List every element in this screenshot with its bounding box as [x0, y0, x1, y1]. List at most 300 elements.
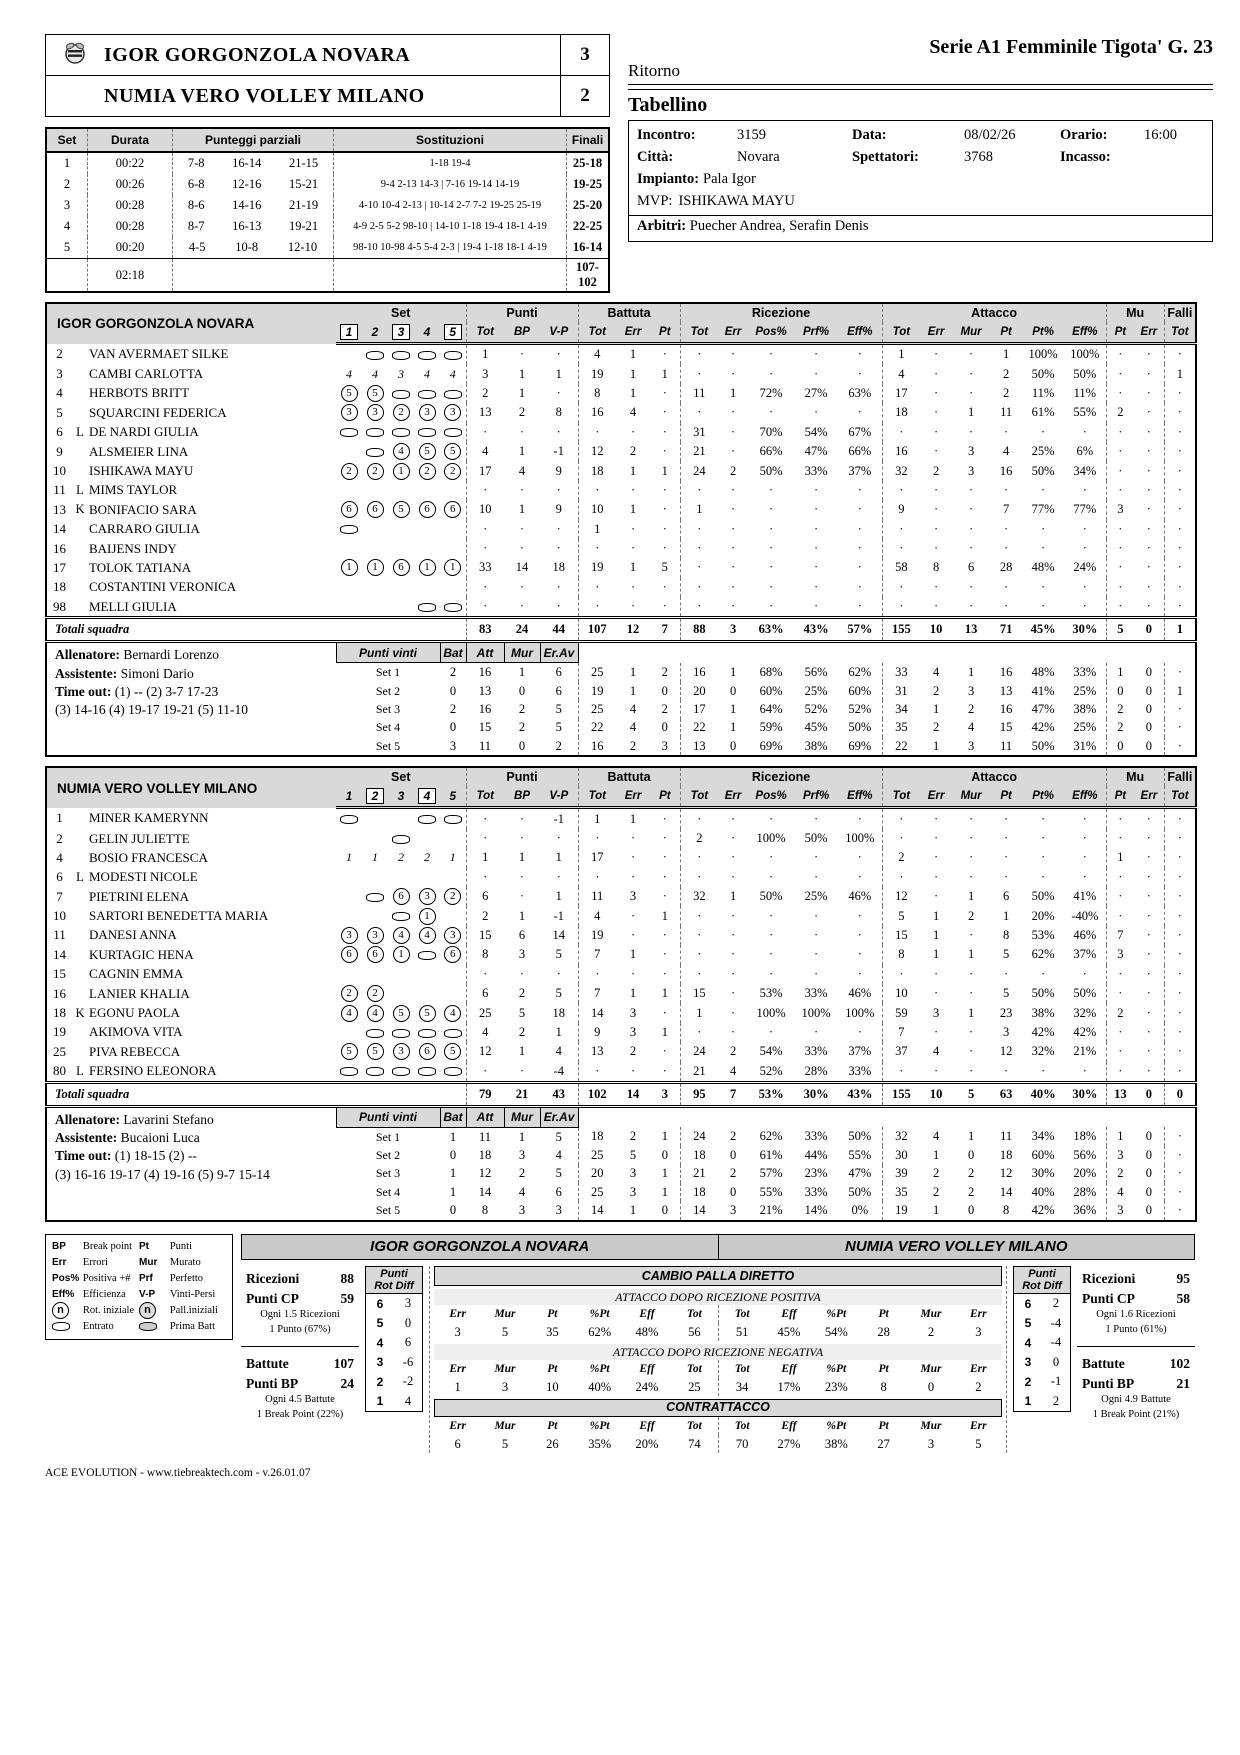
- legend-row: [52, 1239, 226, 1255]
- stat-cell: ·: [882, 1062, 920, 1083]
- stat-cell: ·: [519, 811, 525, 826]
- pv-col-header: Er.Av: [540, 1106, 578, 1127]
- stat-cell: 21%: [1073, 1044, 1097, 1059]
- group-label-punti: Punti: [466, 303, 578, 322]
- stat-cell: 1: [578, 520, 616, 539]
- pv-stat-cell: 3: [518, 1147, 526, 1162]
- stat-cell: -1: [553, 908, 564, 923]
- rotation-diff: -4: [1050, 1315, 1062, 1330]
- stat-cell: 1: [555, 1024, 562, 1039]
- stat-cell: 77%: [1031, 502, 1055, 517]
- stat-cell: 1: [578, 808, 616, 829]
- player-number: 4: [56, 849, 63, 865]
- stat-cell: ·: [519, 831, 525, 845]
- stat-cell: 5: [1002, 947, 1010, 962]
- stat-cell: 32%: [1073, 1005, 1097, 1020]
- stat-cell: 2: [518, 986, 526, 1001]
- stat-cell: ·: [466, 868, 504, 887]
- stat-cell: ·: [813, 927, 819, 942]
- set-stat-cell: 11: [1000, 1129, 1013, 1144]
- set-cell: [414, 868, 440, 887]
- legend-text: Efficienza: [82, 1289, 126, 1301]
- team-table: [45, 302, 1197, 757]
- stat-cell: ·: [730, 850, 736, 865]
- stat-cell: 34%: [1073, 463, 1097, 478]
- rot-header: Punti Rot Diff: [1014, 1266, 1071, 1293]
- set-stat-cell: 2: [932, 683, 940, 698]
- incontro-value: 3159: [737, 126, 766, 143]
- set-cell: [440, 808, 466, 829]
- set-cell: [414, 461, 440, 480]
- player-role: [72, 829, 88, 848]
- set-stat-cell: 60%: [1031, 1147, 1055, 1162]
- col-header: V-P: [540, 786, 578, 808]
- set-stat-cell: 1: [932, 1203, 940, 1218]
- coach-line: [55, 646, 336, 664]
- stat-cell: ·: [969, 831, 974, 845]
- first-serve-icon: [139, 1322, 157, 1331]
- stat-cell: ·: [857, 869, 862, 884]
- pv-stat-cell: 1: [449, 1129, 457, 1144]
- stat-cell: 100%: [756, 831, 786, 845]
- set-cell: [440, 868, 466, 887]
- stat-cell: ·: [556, 521, 561, 536]
- player-row: [46, 1042, 1196, 1061]
- stat-cell: ·: [630, 1063, 636, 1078]
- set-cell: [440, 945, 466, 964]
- start-rotation-circle: 1: [393, 946, 410, 963]
- set-stat-cell: 24: [680, 1127, 718, 1146]
- entered-oval-icon: [444, 351, 462, 360]
- stat-cell: ·: [1146, 908, 1151, 923]
- start-rotation-circle: 1: [393, 463, 410, 480]
- set-header-number: [362, 786, 388, 808]
- assistant-label: Assistente:: [55, 665, 121, 681]
- set-cell: [440, 558, 466, 577]
- player-name: LANIER KHALIA: [89, 985, 190, 1001]
- set-cell: [336, 926, 362, 945]
- player-name: GELIN JULIETTE: [89, 830, 190, 846]
- stat-cell: 4: [578, 906, 616, 925]
- pv-col-header: Er.Av: [540, 642, 578, 663]
- set-stat-cell: 2: [1106, 1165, 1134, 1183]
- stat-cell: 50%: [804, 831, 828, 845]
- set-stat-cell: 0: [1145, 738, 1152, 753]
- stat-cell: 42%: [1031, 1024, 1055, 1039]
- stat-cell: 18: [578, 461, 616, 480]
- player-row: [46, 906, 1196, 925]
- set-cell: [362, 597, 388, 618]
- partial-score: 21-15: [288, 156, 319, 170]
- orario-value: 16:00: [1144, 126, 1178, 143]
- cp-col-header: Pt: [878, 1307, 889, 1320]
- battute-label: Battute: [246, 1355, 289, 1371]
- set-final-score: 25-20: [567, 195, 610, 216]
- stat-cell: 1: [967, 1005, 975, 1020]
- stat-cell: ·: [1041, 482, 1046, 497]
- player-name: ISHIKAWA MAYU: [89, 463, 194, 479]
- stat-cell: ·: [969, 579, 974, 594]
- legend-text: Pall.iniziali: [169, 1305, 218, 1317]
- stat-cell: 2: [466, 906, 504, 925]
- set-stat-cell: 22: [680, 719, 718, 737]
- stat-cell: ·: [1146, 521, 1151, 536]
- set-cell: [440, 578, 466, 597]
- set-cell: [440, 539, 466, 558]
- stat-cell: ·: [934, 850, 939, 865]
- cp-value: 0: [927, 1379, 935, 1394]
- set-duration: 00:20: [88, 237, 173, 259]
- stat-cell: ·: [1146, 869, 1151, 884]
- set-stat-cell: 25%: [1073, 683, 1097, 698]
- set-number: 1: [345, 789, 353, 804]
- timeout-label: Time out:: [55, 683, 115, 699]
- group-header-row: [46, 767, 1196, 786]
- stat-cell: 24: [680, 1042, 718, 1061]
- set-stat-cell: 61%: [759, 1147, 783, 1162]
- set-cell: [362, 945, 388, 964]
- stat-cell: ·: [1164, 578, 1196, 597]
- col-header: Eff%: [1064, 786, 1106, 808]
- stat-cell: 50%: [1031, 986, 1055, 1001]
- set-stat-cell: 60%: [759, 683, 783, 698]
- stat-cell: ·: [882, 481, 920, 500]
- player-name: BOSIO FRANCESCA: [89, 849, 208, 865]
- punti-vinti-header: Punti vinti: [336, 642, 440, 663]
- rotation-number: 4: [1024, 1335, 1032, 1350]
- stat-cell: ·: [662, 1005, 667, 1020]
- stat-cell: 15: [882, 926, 920, 945]
- partials-wrap: [174, 198, 332, 213]
- stat-cell: ·: [934, 811, 939, 826]
- stat-cell: ·: [1082, 482, 1087, 497]
- set-cell: [336, 808, 362, 829]
- start-rotation-circle: 3: [444, 927, 461, 944]
- player-row: [46, 403, 1196, 422]
- cp-value: 24%: [635, 1379, 659, 1394]
- start-rotation-circle: 3: [419, 404, 436, 421]
- home-team-name: IGOR GORGONZOLA NOVARA: [104, 43, 411, 66]
- set-stat-cell: 0: [661, 1203, 668, 1218]
- entered-oval-icon: [366, 428, 384, 437]
- legend-text: Errori: [82, 1257, 108, 1269]
- stat-cell: ·: [466, 1062, 504, 1083]
- col-header: Pt: [1106, 786, 1134, 808]
- stat-cell: 58: [882, 558, 920, 577]
- partial-score: 8-6: [187, 198, 205, 212]
- stat-cell: ·: [857, 966, 862, 981]
- stat-cell: 100%: [801, 1005, 831, 1020]
- coach-name: Lavarini Stefano: [123, 1111, 214, 1127]
- stat-cell: ·: [680, 906, 718, 925]
- team-name: IGOR GORGONZOLA NOVARA: [46, 303, 336, 344]
- set-stat-cell: 18%: [1073, 1129, 1097, 1144]
- stat-cell: ·: [768, 560, 774, 575]
- stat-cell: ·: [882, 829, 920, 848]
- stat-cell: ·: [813, 366, 819, 381]
- set-cell: [336, 423, 362, 442]
- set-cell: [336, 965, 362, 984]
- rotdiff-row: [366, 1391, 423, 1411]
- coach-block: [46, 1106, 336, 1220]
- pv-stat-cell: 16: [478, 701, 492, 716]
- cp-col-header: Tot: [686, 1362, 702, 1375]
- legend-row: [52, 1271, 226, 1287]
- pv-stat-cell: 13: [478, 683, 492, 698]
- stat-cell: ·: [1082, 424, 1087, 439]
- assistant-line: [55, 665, 336, 683]
- partials-wrap: [174, 156, 332, 171]
- start-rotation-circle: 4: [393, 443, 410, 460]
- legend-key: Pos%: [52, 1273, 80, 1285]
- start-rotation-circle: 3: [393, 1043, 410, 1060]
- player-name: ALSMEIER LINA: [89, 443, 189, 459]
- rotation-diff: -6: [402, 1354, 414, 1369]
- pv-stat-cell: 0: [449, 1203, 457, 1218]
- entered-oval-icon: [392, 428, 410, 437]
- stat-cell: 33%: [804, 1044, 828, 1059]
- set-stat-cell: 13: [680, 737, 718, 756]
- sets-table-header: [46, 128, 609, 152]
- set-cell: [414, 1023, 440, 1042]
- cp-value: 17%: [777, 1379, 801, 1394]
- set-stat-cell: 1: [967, 1129, 975, 1144]
- set-stat-cell: 41%: [1031, 683, 1055, 698]
- pv-stat-cell: 2: [518, 1166, 526, 1181]
- set-stat-cell: 1: [932, 1147, 940, 1162]
- set-cell: [414, 539, 440, 558]
- stat-cell: ·: [556, 579, 561, 594]
- stat-cell: ·: [680, 558, 718, 577]
- stat-cell: ·: [662, 405, 667, 420]
- entered-oval-icon: [366, 893, 384, 902]
- total-stat-cell: 155: [882, 1082, 920, 1106]
- stat-cell: ·: [730, 831, 736, 845]
- set-number: 3: [63, 198, 71, 212]
- set-cell: [414, 597, 440, 618]
- stat-cell: ·: [1041, 599, 1046, 614]
- stat-cell: 1: [729, 889, 737, 904]
- stat-cell: 77%: [1073, 502, 1097, 517]
- set-cell: [414, 344, 440, 365]
- stat-cell: ·: [1164, 848, 1196, 867]
- coach-block: [46, 642, 336, 756]
- stat-cell: 1: [1106, 848, 1134, 867]
- set-cell: [336, 520, 362, 539]
- set-cell: [388, 384, 414, 403]
- stat-cell: ·: [1041, 831, 1046, 845]
- col-parziali: Punteggi parziali: [173, 128, 334, 152]
- stat-cell: ·: [730, 869, 736, 884]
- stat-cell: ·: [813, 521, 819, 536]
- col-header: Pt%: [1022, 786, 1064, 808]
- set-substitutions: 4-9 2-5 5-2 98-10 | 14-10 1-18 19-4 18-1 4-19: [334, 216, 567, 237]
- set-cell: [362, 500, 388, 519]
- away-sideout-stats: [1077, 1266, 1195, 1453]
- stat-cell: 1: [629, 560, 637, 575]
- start-rotation-circle: 5: [367, 1043, 384, 1060]
- start-rotation-circle: 3: [341, 404, 358, 421]
- set-cell: [336, 887, 362, 906]
- team-banners: [241, 1234, 1195, 1260]
- set-stat-cell: 8: [1002, 1203, 1010, 1218]
- set-cell: [440, 906, 466, 925]
- set-stat-cell: 1: [629, 683, 637, 698]
- set-cell: [388, 808, 414, 829]
- stat-cell: ·: [969, 811, 974, 826]
- won-set-box: 1: [340, 324, 358, 340]
- bottom-grid: [241, 1266, 1195, 1453]
- cp-value: 5: [975, 1436, 982, 1451]
- pv-col-header: Mur: [504, 1106, 540, 1127]
- pv-stat-cell: 3: [555, 1203, 562, 1218]
- stat-cell: ·: [1082, 869, 1087, 884]
- set-stat-cell: 2: [629, 1129, 637, 1144]
- stat-cell: ·: [556, 966, 561, 981]
- info-row: [637, 146, 1204, 168]
- pv-stat-cell: 1: [449, 1166, 457, 1181]
- player-row: [46, 423, 1196, 442]
- stat-cell: ·: [934, 385, 939, 400]
- pv-stat-cell: 0: [449, 1147, 457, 1162]
- col-header: Tot: [1164, 322, 1196, 344]
- stat-cell: ·: [857, 366, 862, 381]
- entered-oval-icon: [444, 1029, 462, 1038]
- cp-col-header: Err: [970, 1307, 987, 1320]
- stat-cell: ·: [1082, 1063, 1087, 1078]
- stat-cell: ·: [1164, 1042, 1196, 1061]
- total-stat-cell: 3: [718, 618, 748, 642]
- cp-header-row: [434, 1417, 1002, 1435]
- cp-col-header: Err: [970, 1362, 987, 1375]
- rotation-diff: 4: [404, 1393, 412, 1408]
- entered-oval-icon: [444, 815, 462, 824]
- set-stat-cell: 33%: [804, 1129, 828, 1144]
- set-stat-cell: 2: [661, 664, 668, 679]
- set-rotation-number: 1: [372, 850, 379, 865]
- rotation-number: 1: [1024, 1394, 1032, 1409]
- player-number: 15: [53, 966, 66, 982]
- total-stat-cell: 88: [680, 618, 718, 642]
- start-rotation-circle: 4: [444, 1005, 461, 1022]
- timeout-values: (1) -- (2) 3-7 17-23: [114, 683, 219, 699]
- set-stat-cell: 39: [882, 1165, 920, 1183]
- player-name: COSTANTINI VERONICA: [89, 579, 237, 595]
- set-header-number: [440, 322, 466, 344]
- stat-cell: 4: [882, 364, 920, 383]
- stat-cell: ·: [969, 482, 974, 497]
- set-stat-cell: 1: [729, 720, 737, 735]
- stat-cell: ·: [1164, 520, 1196, 539]
- set-number: 1: [63, 156, 71, 170]
- stat-cell: 7: [882, 1023, 920, 1042]
- stat-cell: 5: [518, 1005, 526, 1020]
- set-stat-cell: 47%: [1031, 701, 1055, 716]
- set-cell: [414, 906, 440, 925]
- away-banner: NUMIA VERO VOLLEY MILANO: [718, 1235, 1195, 1259]
- set-rotation-number: 2: [398, 850, 405, 865]
- start-rotation-circle: 2: [419, 463, 436, 480]
- total-stat-cell: 30%: [794, 1082, 838, 1106]
- totals-label: Totali squadra: [46, 1082, 466, 1106]
- pv-stat-cell: 1: [518, 665, 526, 680]
- entered-oval-icon: [444, 390, 462, 399]
- total-stat-cell: 7: [650, 618, 680, 642]
- stat-cell: ·: [857, 1024, 862, 1039]
- start-rotation-circle: 2: [367, 463, 384, 480]
- stat-cell: 4: [578, 344, 616, 365]
- player-role: K: [75, 502, 85, 517]
- stat-cell: ·: [662, 579, 667, 594]
- stat-cell: ·: [768, 521, 774, 536]
- set-summary-label: Set 2: [375, 1147, 401, 1162]
- group-label-mu: Mu: [1106, 303, 1164, 322]
- stat-cell: ·: [1082, 579, 1087, 594]
- stat-cell: ·: [662, 966, 667, 981]
- player-number: 98: [53, 598, 66, 614]
- data-value: 08/02/26: [964, 126, 1016, 143]
- start-rotation-circle: 6: [444, 501, 461, 518]
- stat-cell: ·: [556, 869, 561, 884]
- stat-cell: ·: [466, 520, 504, 539]
- coach-line: [55, 1111, 336, 1129]
- stat-cell: ·: [813, 966, 819, 981]
- stat-cell: ·: [556, 347, 561, 362]
- stat-cell: 3: [967, 444, 975, 459]
- set-stat-cell: 18: [680, 1183, 718, 1201]
- stat-cell: ·: [857, 579, 862, 594]
- set-stat-cell: 62%: [848, 664, 872, 679]
- total-stat-cell: 44: [540, 618, 578, 642]
- stat-cell: ·: [1146, 579, 1151, 594]
- start-rotation-circle: 2: [393, 404, 410, 421]
- rotation-number: 4: [376, 1335, 384, 1350]
- stat-cell: 1: [518, 1044, 526, 1059]
- cp-col-header: Pt: [547, 1307, 558, 1320]
- stat-cell: 10: [882, 984, 920, 1003]
- empty-cell: [46, 259, 88, 293]
- player-row: [46, 868, 1196, 887]
- stat-cell: 62%: [1031, 947, 1055, 962]
- team-table-body: [46, 808, 1196, 1221]
- stat-cell: 100%: [1028, 347, 1058, 362]
- set-cell: [362, 481, 388, 500]
- start-rotation-circle: 6: [393, 559, 410, 576]
- timeout-line: [55, 683, 336, 701]
- cp-col-header: %Pt: [826, 1307, 847, 1320]
- player-role: L: [76, 482, 84, 497]
- entered-oval-icon: [418, 603, 436, 612]
- stat-cell: ·: [466, 965, 504, 984]
- entered-oval-icon: [366, 1067, 384, 1076]
- stat-cell: ·: [1106, 597, 1134, 618]
- partial-score: 6-8: [187, 177, 205, 191]
- set-cell: [336, 558, 362, 577]
- stat-cell: 4: [518, 463, 526, 478]
- stat-cell: 6: [518, 927, 526, 942]
- stat-cell: ·: [768, 947, 774, 962]
- set-cell: [362, 384, 388, 403]
- legend-text: Positiva +#: [82, 1273, 131, 1285]
- home-rotdiff-column: [365, 1266, 423, 1453]
- start-rotation-circle: 4: [419, 927, 436, 944]
- stat-cell: ·: [813, 347, 819, 362]
- rotdiff-row: [366, 1352, 423, 1372]
- stat-cell: ·: [1164, 481, 1196, 500]
- entered-oval-icon: [392, 351, 410, 360]
- group-label-mu: Mu: [1106, 767, 1164, 786]
- assistant-name: Bucaioni Luca: [120, 1130, 200, 1146]
